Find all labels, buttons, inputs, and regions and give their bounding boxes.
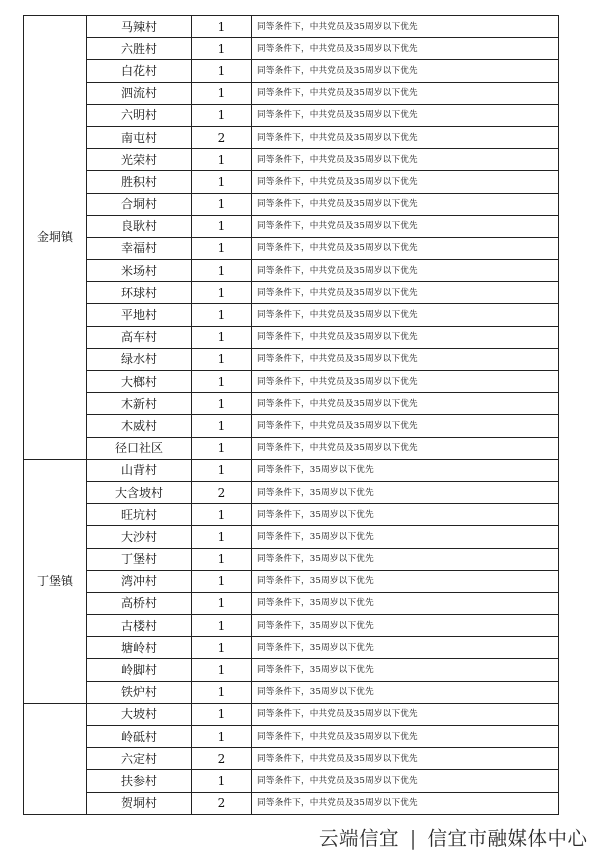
count-cell: 1 [192, 16, 252, 38]
table-body [24, 16, 559, 815]
condition-cell: 同等条件下，中共党员及35周岁以下优先 [252, 703, 559, 725]
count-cell: 1 [192, 415, 252, 437]
condition-cell: 同等条件下，35周岁以下优先 [252, 548, 559, 570]
count-cell: 1 [192, 526, 252, 548]
village-cell: 湾冲村 [87, 570, 192, 592]
condition-cell: 同等条件下，中共党员及35周岁以下优先 [252, 149, 559, 171]
condition-cell: 同等条件下，中共党员及35周岁以下优先 [252, 792, 559, 814]
table-row [24, 548, 559, 570]
count-cell: 1 [192, 548, 252, 570]
condition-cell: 同等条件下，中共党员及35周岁以下优先 [252, 215, 559, 237]
table-row [24, 38, 559, 60]
condition-cell: 同等条件下，中共党员及35周岁以下优先 [252, 748, 559, 770]
recruitment-table [23, 15, 559, 815]
table-row [24, 104, 559, 126]
count-cell: 1 [192, 260, 252, 282]
count-cell: 1 [192, 770, 252, 792]
count-cell: 1 [192, 326, 252, 348]
count-cell: 1 [192, 38, 252, 60]
table-row [24, 615, 559, 637]
count-cell: 1 [192, 371, 252, 393]
table-row [24, 149, 559, 171]
village-cell: 岭砥村 [87, 726, 192, 748]
count-cell: 2 [192, 126, 252, 148]
table-row [24, 415, 559, 437]
condition-cell: 同等条件下，中共党员及35周岁以下优先 [252, 348, 559, 370]
village-cell: 大坡村 [87, 703, 192, 725]
count-cell: 1 [192, 304, 252, 326]
condition-cell: 同等条件下，中共党员及35周岁以下优先 [252, 326, 559, 348]
village-cell: 光荣村 [87, 149, 192, 171]
condition-cell: 同等条件下，中共党员及35周岁以下优先 [252, 726, 559, 748]
village-cell: 六胜村 [87, 38, 192, 60]
count-cell: 1 [192, 348, 252, 370]
count-cell: 1 [192, 726, 252, 748]
village-cell: 古楼村 [87, 615, 192, 637]
town-cell: 丁堡镇 [24, 459, 87, 703]
count-cell: 1 [192, 237, 252, 259]
condition-cell: 同等条件下，中共党员及35周岁以下优先 [252, 304, 559, 326]
count-cell: 1 [192, 437, 252, 459]
village-cell: 贺垌村 [87, 792, 192, 814]
village-cell: 木新村 [87, 393, 192, 415]
village-cell: 马辣村 [87, 16, 192, 38]
count-cell: 1 [192, 171, 252, 193]
condition-cell: 同等条件下，中共党员及35周岁以下优先 [252, 171, 559, 193]
village-cell: 米场村 [87, 260, 192, 282]
village-cell: 径口社区 [87, 437, 192, 459]
table-row [24, 237, 559, 259]
village-cell: 铁炉村 [87, 681, 192, 703]
table-row [24, 60, 559, 82]
count-cell: 1 [192, 504, 252, 526]
village-cell: 高车村 [87, 326, 192, 348]
count-cell: 1 [192, 615, 252, 637]
village-cell: 塘岭村 [87, 637, 192, 659]
village-cell: 环球村 [87, 282, 192, 304]
condition-cell: 同等条件下，35周岁以下优先 [252, 615, 559, 637]
table-row [24, 348, 559, 370]
condition-cell: 同等条件下，中共党员及35周岁以下优先 [252, 770, 559, 792]
count-cell: 1 [192, 459, 252, 481]
table-row [24, 82, 559, 104]
table-row [24, 282, 559, 304]
condition-cell: 同等条件下，35周岁以下优先 [252, 481, 559, 503]
condition-cell: 同等条件下，35周岁以下优先 [252, 637, 559, 659]
village-cell: 扶参村 [87, 770, 192, 792]
condition-cell: 同等条件下，35周岁以下优先 [252, 592, 559, 614]
condition-cell: 同等条件下，中共党员及35周岁以下优先 [252, 437, 559, 459]
village-cell: 泗流村 [87, 82, 192, 104]
count-cell: 1 [192, 393, 252, 415]
count-cell: 1 [192, 82, 252, 104]
count-cell: 2 [192, 792, 252, 814]
village-cell: 六定村 [87, 748, 192, 770]
table-row [24, 326, 559, 348]
town-cell [24, 703, 87, 814]
village-cell: 岭脚村 [87, 659, 192, 681]
village-cell: 大榔村 [87, 371, 192, 393]
village-cell: 绿水村 [87, 348, 192, 370]
condition-cell: 同等条件下，中共党员及35周岁以下优先 [252, 104, 559, 126]
condition-cell: 同等条件下，中共党员及35周岁以下优先 [252, 126, 559, 148]
count-cell: 2 [192, 481, 252, 503]
village-cell: 南屯村 [87, 126, 192, 148]
table-row [24, 304, 559, 326]
village-cell: 山背村 [87, 459, 192, 481]
village-cell: 六明村 [87, 104, 192, 126]
table-row [24, 570, 559, 592]
count-cell: 2 [192, 748, 252, 770]
village-cell: 良耿村 [87, 215, 192, 237]
count-cell: 1 [192, 60, 252, 82]
village-cell: 大含坡村 [87, 481, 192, 503]
condition-cell: 同等条件下，35周岁以下优先 [252, 459, 559, 481]
condition-cell: 同等条件下，中共党员及35周岁以下优先 [252, 82, 559, 104]
table-row [24, 260, 559, 282]
table-row [24, 592, 559, 614]
count-cell: 1 [192, 149, 252, 171]
table-row [24, 792, 559, 814]
count-cell: 1 [192, 215, 252, 237]
condition-cell: 同等条件下，中共党员及35周岁以下优先 [252, 193, 559, 215]
count-cell: 1 [192, 681, 252, 703]
condition-cell: 同等条件下，中共党员及35周岁以下优先 [252, 237, 559, 259]
count-cell: 1 [192, 104, 252, 126]
condition-cell: 同等条件下，中共党员及35周岁以下优先 [252, 16, 559, 38]
footer-separator: | [409, 827, 417, 850]
table-row [24, 481, 559, 503]
village-cell: 胜积村 [87, 171, 192, 193]
village-cell: 白花村 [87, 60, 192, 82]
table-row [24, 126, 559, 148]
condition-cell: 同等条件下，中共党员及35周岁以下优先 [252, 371, 559, 393]
condition-cell: 同等条件下，35周岁以下优先 [252, 681, 559, 703]
village-cell: 合垌村 [87, 193, 192, 215]
watermark-footer [319, 823, 588, 851]
table-row [24, 726, 559, 748]
condition-cell: 同等条件下，中共党员及35周岁以下优先 [252, 38, 559, 60]
village-cell: 幸福村 [87, 237, 192, 259]
count-cell: 1 [192, 659, 252, 681]
condition-cell: 同等条件下，中共党员及35周岁以下优先 [252, 393, 559, 415]
table-row [24, 703, 559, 725]
footer-source-left: 云端信宜 [319, 827, 400, 850]
village-cell: 木威村 [87, 415, 192, 437]
count-cell: 1 [192, 193, 252, 215]
table-row [24, 393, 559, 415]
count-cell: 1 [192, 703, 252, 725]
count-cell: 1 [192, 570, 252, 592]
table-row [24, 371, 559, 393]
condition-cell: 同等条件下，中共党员及35周岁以下优先 [252, 60, 559, 82]
condition-cell: 同等条件下，35周岁以下优先 [252, 526, 559, 548]
condition-cell: 同等条件下，35周岁以下优先 [252, 659, 559, 681]
table-row [24, 459, 559, 481]
village-cell: 丁堡村 [87, 548, 192, 570]
table-row [24, 171, 559, 193]
count-cell: 1 [192, 282, 252, 304]
table-row [24, 637, 559, 659]
count-cell: 1 [192, 637, 252, 659]
table-row [24, 748, 559, 770]
town-cell: 金垌镇 [24, 16, 87, 460]
table-row [24, 681, 559, 703]
table-row [24, 504, 559, 526]
table-row [24, 659, 559, 681]
footer-source-right: 信宜市融媒体中心 [427, 827, 588, 850]
table-row [24, 526, 559, 548]
table-row [24, 193, 559, 215]
condition-cell: 同等条件下，35周岁以下优先 [252, 504, 559, 526]
village-cell: 大沙村 [87, 526, 192, 548]
condition-cell: 同等条件下，中共党员及35周岁以下优先 [252, 282, 559, 304]
condition-cell: 同等条件下，中共党员及35周岁以下优先 [252, 260, 559, 282]
village-cell: 高桥村 [87, 592, 192, 614]
table-row [24, 770, 559, 792]
table-row [24, 16, 559, 38]
village-cell: 旺坑村 [87, 504, 192, 526]
village-cell: 平地村 [87, 304, 192, 326]
condition-cell: 同等条件下，中共党员及35周岁以下优先 [252, 415, 559, 437]
count-cell: 1 [192, 592, 252, 614]
condition-cell: 同等条件下，35周岁以下优先 [252, 570, 559, 592]
table-row [24, 215, 559, 237]
table-row [24, 437, 559, 459]
